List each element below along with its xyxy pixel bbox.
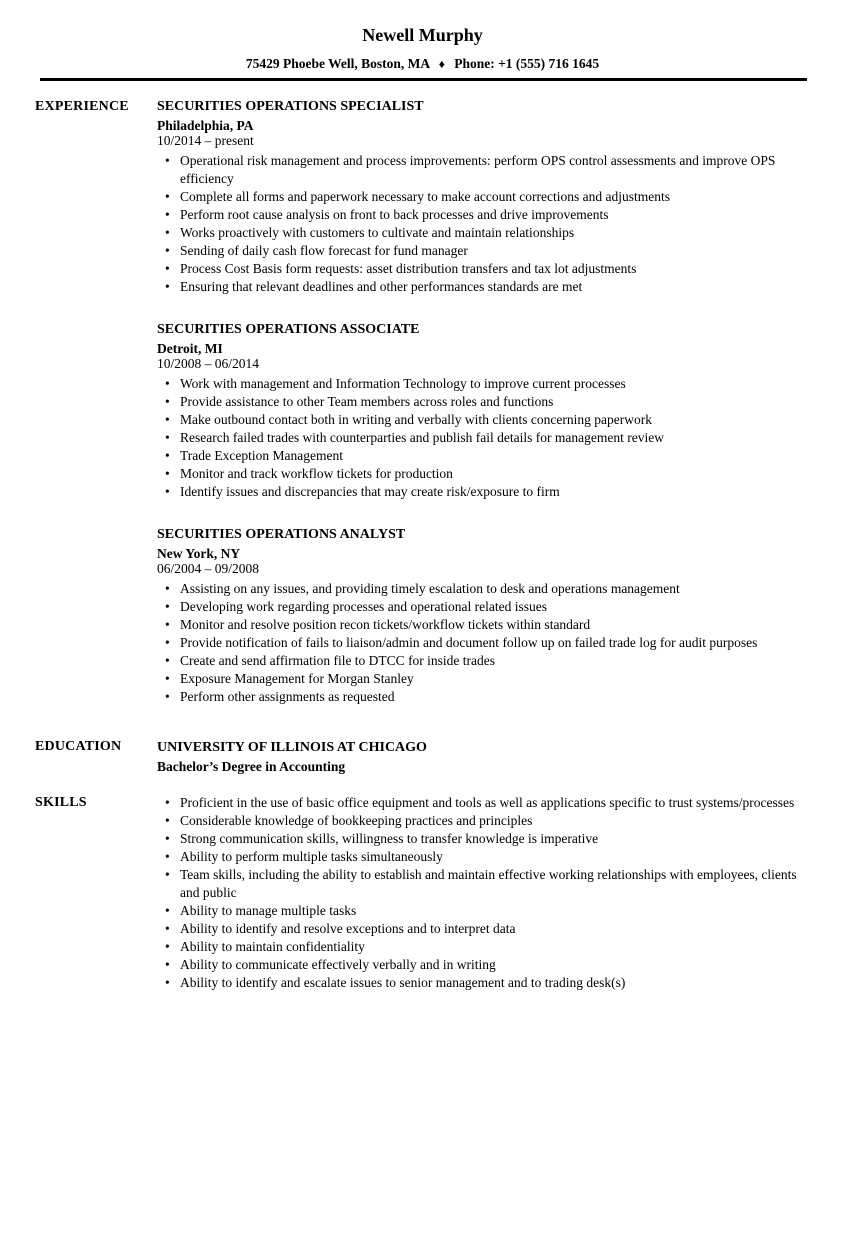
bullet-item: • Ability to identify and resolve exceptions and to interpret data	[157, 920, 810, 938]
degree-name: Bachelor’s Degree in Accounting	[157, 759, 346, 774]
bullet-item: • Process Cost Basis form requests: asset distribution transfers and tax lot adjustments	[157, 260, 810, 278]
bullet-item: • Proficient in the use of basic office equipment and tools as well as applications specific to trust systems/processes	[157, 794, 810, 812]
bullet-item: • Works proactively with customers to cultivate and maintain relationships	[157, 224, 810, 242]
bullet-item: • Provide assistance to other Team members across roles and functions	[157, 393, 810, 411]
education-content	[157, 738, 810, 776]
job-dates: 06/2004 – 09/2008	[157, 561, 260, 576]
education-section	[35, 738, 810, 776]
bullet-item: • Ability to identify and escalate issues to senior management and to trading desk(s)	[157, 974, 810, 992]
bullet-item: • Work with management and Information Technology to improve current processes	[157, 375, 810, 393]
bullet-item: • Research failed trades with counterparties and publish fail details for management review	[157, 429, 810, 447]
bullet-item: • Create and send affirmation file to DTCC for inside trades	[157, 652, 810, 670]
job-title: SECURITIES OPERATIONS ANALYST	[157, 527, 406, 542]
experience-content	[157, 98, 810, 706]
skills-section	[35, 794, 810, 992]
bullet-item: • Monitor and track workflow tickets for production	[157, 465, 810, 483]
resume-body	[35, 98, 810, 992]
job-location: Detroit, MI	[157, 341, 223, 356]
bullet-item: • Complete all forms and paperwork necessary to make account corrections and adjustments	[157, 188, 810, 206]
job-title: SECURITIES OPERATIONS ASSOCIATE	[157, 322, 420, 337]
contact-line	[35, 56, 810, 72]
job-title: SECURITIES OPERATIONS SPECIALIST	[157, 99, 424, 114]
experience-section	[35, 98, 810, 706]
job-location: New York, NY	[157, 546, 241, 561]
contact-phone: Phone: +1 (555) 716 1645	[454, 56, 600, 71]
bullet-item: • Perform other assignments as requested	[157, 688, 810, 706]
resume-header	[35, 25, 810, 81]
bullet-item: • Monitor and resolve position recon tickets/workflow tickets within standard	[157, 616, 810, 634]
job-bullet-list	[157, 375, 810, 501]
experience-label: EXPERIENCE	[35, 99, 129, 114]
bullet-item: • Ability to communicate effectively verbally and in writing	[157, 956, 810, 974]
bullet-item: • Trade Exception Management	[157, 447, 810, 465]
contact-address: 75429 Phoebe Well, Boston, MA	[245, 56, 430, 71]
bullet-item: • Make outbound contact both in writing and verbally with clients concerning paperwork	[157, 411, 810, 429]
bullet-item: • Ability to perform multiple tasks simultaneously	[157, 848, 810, 866]
bullet-item: • Ability to manage multiple tasks	[157, 902, 810, 920]
school-name: UNIVERSITY OF ILLINOIS AT CHICAGO	[157, 740, 427, 755]
bullet-item: • Developing work regarding processes and operational related issues	[157, 598, 810, 616]
skills-bullet-list	[157, 794, 810, 992]
bullet-item: • Considerable knowledge of bookkeeping practices and principles	[157, 812, 810, 830]
bullet-item: • Ability to maintain confidentiality	[157, 938, 810, 956]
bullet-item: • Perform root cause analysis on front to back processes and drive improvements	[157, 206, 810, 224]
header-divider	[40, 78, 807, 81]
job-entry	[157, 98, 810, 296]
bullet-item: • Strong communication skills, willingness to transfer knowledge is imperative	[157, 830, 810, 848]
job-entry	[157, 321, 810, 501]
bullet-item: • Assisting on any issues, and providing timely escalation to desk and operations management	[157, 580, 810, 598]
bullet-item: • Team skills, including the ability to establish and maintain effective working relationships with employees, clients and public	[157, 866, 810, 902]
diamond-separator-icon: ♦	[438, 57, 445, 71]
bullet-item: • Operational risk management and process improvements: perform OPS control assessments and improve OPS efficiency	[157, 152, 810, 188]
skills-label: SKILLS	[35, 795, 87, 810]
bullet-item: • Exposure Management for Morgan Stanley	[157, 670, 810, 688]
bullet-item: • Sending of daily cash flow forecast for fund manager	[157, 242, 810, 260]
bullet-item: • Ensuring that relevant deadlines and other performances standards are met	[157, 278, 810, 296]
job-dates: 10/2008 – 06/2014	[157, 356, 260, 371]
bullet-item: • Identify issues and discrepancies that may create risk/exposure to firm	[157, 483, 810, 501]
job-location: Philadelphia, PA	[157, 118, 254, 133]
job-entry	[157, 526, 810, 706]
bullet-item: • Provide notification of fails to liaison/admin and document follow up on failed trade log for audit purposes	[157, 634, 810, 652]
job-bullet-list	[157, 152, 810, 296]
job-dates: 10/2014 – present	[157, 133, 254, 148]
candidate-name: Newell Murphy	[362, 25, 483, 45]
skills-content	[157, 794, 810, 992]
education-label: EDUCATION	[35, 739, 122, 754]
job-bullet-list	[157, 580, 810, 706]
